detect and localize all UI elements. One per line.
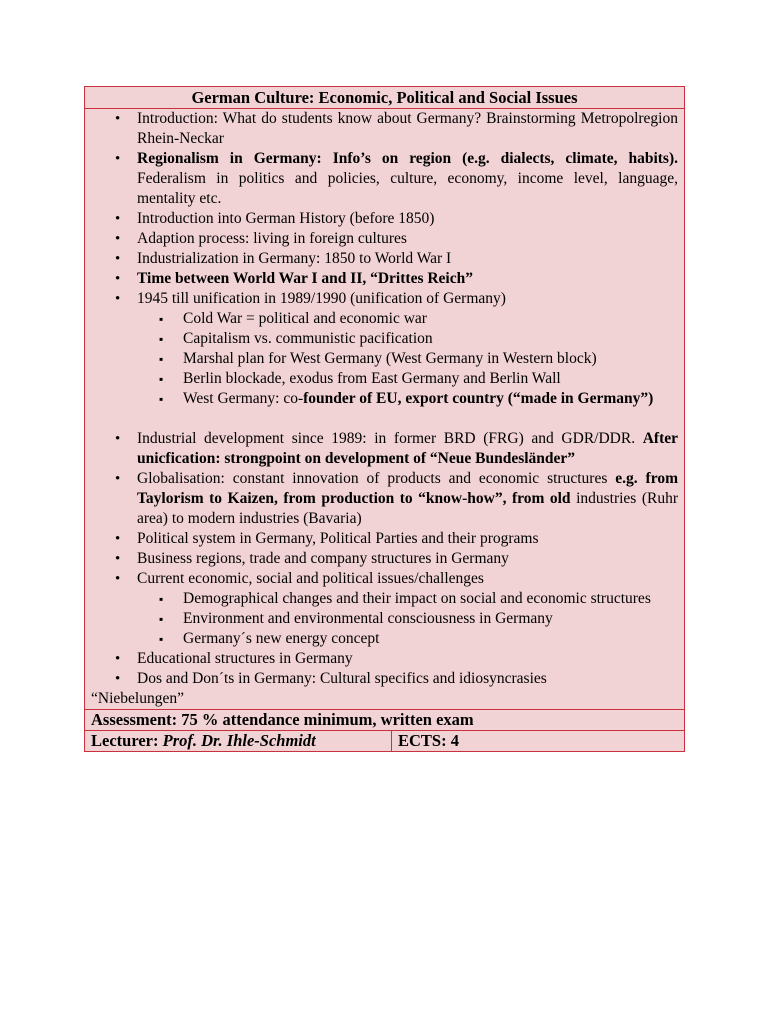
topic-item: • 1945 till unification in 1989/1990 (unification of Germany) ▪ Cold War = political and economic war ▪ Capitalism vs. communistic pacification ▪ Marshal plan for West Germany (West Germany in Western block) ▪ Berlin blockade, exodus from East Germany and Berlin Wall ▪ West Germany: co-founder of EU, export country (“made in Germany”) bbox=[137, 289, 678, 409]
topic-item: • Political system in Germany, Political Parties and their programs bbox=[137, 529, 678, 549]
topic-item: • Introduction into German History (before 1850) bbox=[137, 209, 678, 229]
subtopic-list bbox=[137, 309, 678, 409]
subtopic-item: ▪ Demographical changes and their impact on social and economic structures bbox=[183, 589, 678, 609]
course-content bbox=[85, 109, 685, 710]
subtopic-item: ▪ Berlin blockade, exodus from East Germany and Berlin Wall bbox=[183, 369, 678, 389]
trailing-text: “Niebelungen” bbox=[91, 690, 184, 707]
topic-item: • Globalisation: constant innovation of products and economic structures e.g. from Taylorism to Kaizen, from production to “know-how”, from old industries (Ruhr area) to modern industries (Bavaria) bbox=[137, 469, 678, 529]
subtopic-item: ▪ Germany´s new energy concept bbox=[183, 629, 678, 649]
course-title: German Culture: Economic, Political and Social Issues bbox=[85, 87, 685, 109]
topic-item: • Introduction: What do students know about Germany? Brainstorming Metropolregion Rhein-Neckar bbox=[137, 109, 678, 149]
subtopic-list bbox=[137, 589, 678, 649]
ects-cell: ECTS: 4 bbox=[392, 731, 685, 752]
lecturer-cell bbox=[85, 731, 392, 752]
topic-item: • Dos and Don´ts in Germany: Cultural specifics and idiosyncrasies bbox=[137, 669, 678, 689]
topic-item: • Educational structures in Germany bbox=[137, 649, 678, 669]
subtopic-item: ▪ Capitalism vs. communistic pacification bbox=[183, 329, 678, 349]
topic-item: • Current economic, social and political issues/challenges ▪ Demographical changes and their impact on social and economic structures ▪ Environment and environmental consciousness in Germany ▪ Germany´s new energy concept bbox=[137, 569, 678, 649]
assessment-row: Assessment: 75 % attendance minimum, written exam bbox=[85, 710, 685, 731]
topic-item: • Industrialization in Germany: 1850 to World War I bbox=[137, 249, 678, 269]
topic-item: • Regionalism in Germany: Info’s on region (e.g. dialects, climate, habits). Federalism in politics and policies, culture, economy, income level, language, mentality etc. bbox=[137, 149, 678, 209]
topic-item: • Adaption process: living in foreign cultures bbox=[137, 229, 678, 249]
subtopic-item: ▪ West Germany: co-founder of EU, export country (“made in Germany”) bbox=[183, 389, 678, 409]
subtopic-item: ▪ Marshal plan for West Germany (West Germany in Western block) bbox=[183, 349, 678, 369]
topic-item: • Business regions, trade and company structures in Germany bbox=[137, 549, 678, 569]
lecturer-name: Prof. Dr. Ihle-Schmidt bbox=[162, 731, 316, 750]
course-table bbox=[84, 86, 685, 752]
topic-item: • Industrial development since 1989: in former BRD (FRG) and GDR/DDR. After unicfication: strongpoint on development of “Neue Bundesländer” bbox=[137, 429, 678, 469]
topic-item: • Time between World War I and II, “Drittes Reich” bbox=[137, 269, 678, 289]
lecturer-label: Lecturer: bbox=[91, 731, 159, 750]
subtopic-item: ▪ Environment and environmental consciousness in Germany bbox=[183, 609, 678, 629]
topic-list bbox=[91, 109, 678, 689]
subtopic-item: ▪ Cold War = political and economic war bbox=[183, 309, 678, 329]
